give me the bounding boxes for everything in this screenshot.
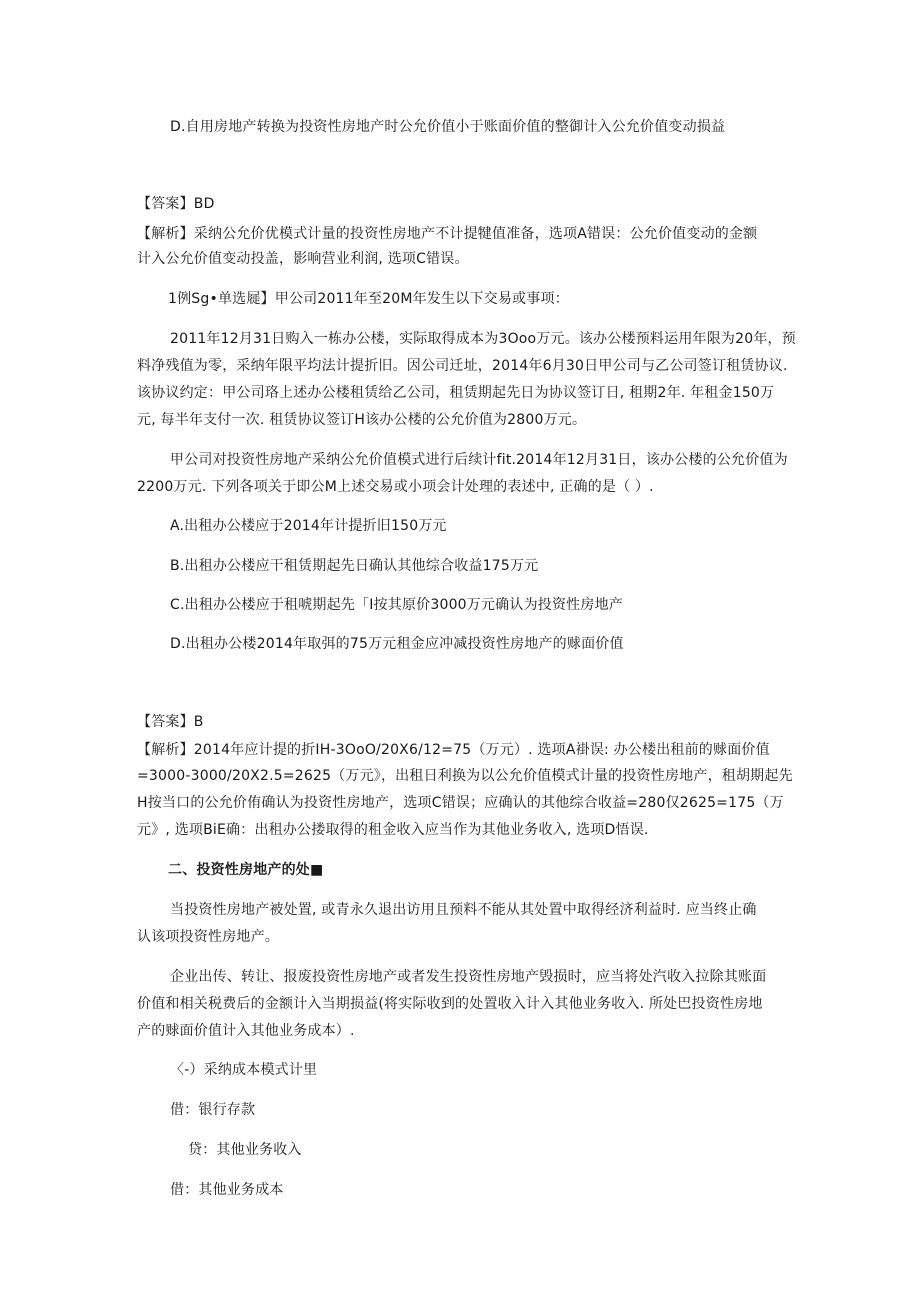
analysis-2-line-3: H按当口的公允价侑确认为投资性房地产，选项C错误；应确认的其他综合收益=280仅2625=175（万 (137, 795, 784, 811)
section-2-para-1-line-1: 当投资性房地产被处置, 或青永久退出访用且预料不能从其处置中取得经济利益时. 应当终止确 (170, 902, 757, 918)
journal-entry-debit-cost: 借：其他业务成本 (170, 1182, 284, 1198)
section-2-para-2-line-1: 企业出传、转让、报废投资性房地产或者发生投资性房地产毁损时，应当将处汽收入拉除其账面 (170, 969, 767, 985)
section-2-para-2-line-3: 产的赇面价值计入其他业务成本）. (137, 1023, 355, 1039)
answer-label-2: 【答案】B (137, 714, 204, 730)
option-b: B.出租办公楼应干租赁期起先日确认其他综合收益175万元 (170, 558, 539, 574)
option-d: D.出租办公楼2014年取弭的75万元租金应冲减投资性房地产的赇面价值 (170, 636, 624, 652)
section-2-para-2-line-2: 价值和相关税费后的金额计入当期损益(将实际收到的处置收入计入其他业务收入. 所处巴投资性房地 (137, 996, 763, 1012)
journal-entry-debit-bank: 借：银行存款 (170, 1102, 256, 1118)
analysis-1-line-2: 计入公允价值变动投盖，影响营业利润, 选项C错误。 (137, 251, 469, 267)
analysis-2-line-2: =3000-3000/20X2.5=2625（万元》，出租日利换为以公允价值模式计量的投资性房地产，租胡期起先 (137, 768, 793, 784)
example-para-1-line-3: 该协议约定：甲公司珞上述办公楼租赁给乙公司，租赁期起先日为协议签订日, 租期2年. 年租金150万 (137, 385, 775, 401)
example-para-2-line-2: 2200万元. 下列各项关于即公M上述交易或小项会计处理的表述中, 正确的是（ ）. (137, 479, 654, 495)
example-para-1-line-1: 2011年12月31日购入一栋办公楼，实际取得成本为3Ooo万元。该办公楼预料运用年限为20年，预 (170, 331, 796, 347)
prev-option-d: D.自用房地产转换为投资性房地产时公允价值小于账面价值的整御计入公允价值变动损益 (170, 119, 726, 135)
analysis-2-line-4: 元》, 选项BiE确：出租办公搂取得的租金收入应当作为其他业务收入, 选项D悟误. (137, 822, 649, 838)
analysis-2-line-1: 【解析】2014年应计提的折IH-3OoO/20X6/12=75（万元）. 选项A褂误: 办公楼出租前的赇面价值 (137, 742, 770, 758)
subsection-cost-model: 〈-）采纳成本模式计里 (170, 1062, 318, 1078)
answer-label-1: 【答案】BD (137, 196, 215, 212)
section-2-heading: 二、投资性房地产的处■ (168, 862, 324, 878)
section-2-para-1-line-2: 认该项投资性房地产。 (137, 929, 279, 945)
example-para-2-line-1: 甲公司对投资性房地产采纳公允价值模式进行后续计fit.2014年12月31日，该办公楼的公允价值为 (170, 452, 788, 468)
example-para-1-line-2: 料净残值为零，采纳年限平均法计提折旧。因公司迁址，2014年6月30日甲公司与乙公司签订租赁协议. (137, 358, 788, 374)
example-heading: 1例Sg•单选屣】甲公司2011年至20M年发生以下交易或事项： (168, 291, 569, 307)
example-para-1-line-4: 元, 每半年支付一次. 租赁协议签订H该办公楼的公允价值为2800万元。 (137, 412, 587, 428)
analysis-1-line-1: 【解析】采纳公允价优模式计量的投资性房地产不计提犍值准备，选项A错误：公允价值变动的金额 (137, 226, 758, 242)
option-a: A.出租办公楼应于2014年计提折旧150万元 (170, 518, 447, 534)
journal-entry-credit-income: 贷：其他业务收入 (188, 1142, 302, 1158)
option-c: C.出租办公楼应于租唬期起先「I按其原价3000万元确认为投资性房地产 (170, 597, 623, 613)
